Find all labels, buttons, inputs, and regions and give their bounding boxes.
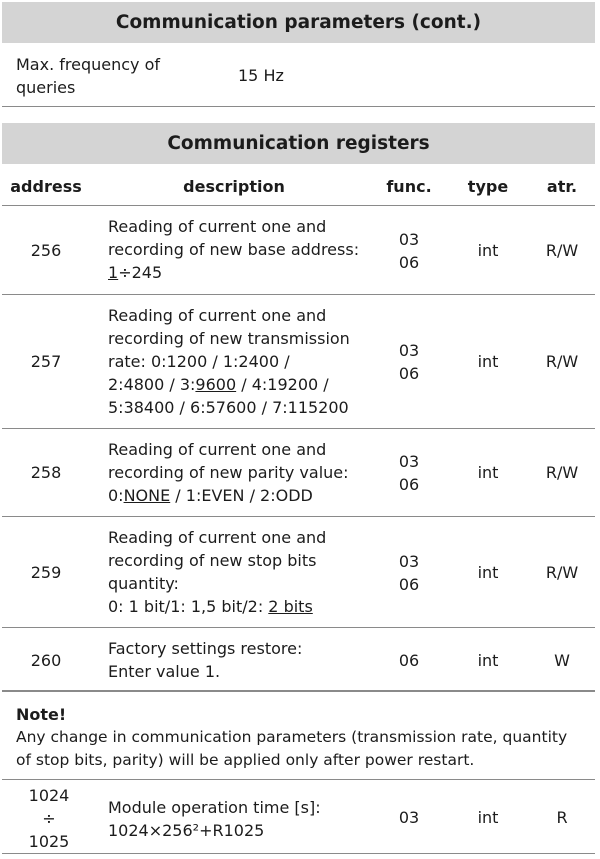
row-type: int bbox=[477, 352, 499, 371]
column-header-type: type bbox=[467, 177, 509, 196]
column-header-description: description bbox=[183, 177, 285, 196]
row-attr: R bbox=[556, 808, 568, 827]
row-func: 03 06 bbox=[398, 230, 420, 272]
row-attr: W bbox=[554, 651, 570, 670]
param-value: 15 Hz bbox=[238, 66, 284, 85]
row-address: 257 bbox=[30, 352, 62, 371]
row-func: 03 bbox=[398, 808, 420, 827]
note-title: Note! bbox=[16, 705, 67, 724]
row-type: int bbox=[477, 563, 499, 582]
section-title: Communication parameters (cont.) bbox=[115, 12, 482, 33]
row-type: int bbox=[477, 808, 499, 827]
column-header-func: func. bbox=[386, 177, 432, 196]
divider bbox=[2, 205, 595, 206]
divider bbox=[2, 428, 595, 429]
row-address: 1024 ÷ 1025 bbox=[28, 786, 70, 851]
divider bbox=[2, 106, 595, 107]
row-address: 258 bbox=[30, 463, 62, 482]
row-description: Reading of current one and recording of new base address: 1÷245 bbox=[108, 217, 360, 282]
divider bbox=[2, 690, 595, 692]
row-attr: R/W bbox=[545, 241, 579, 260]
divider bbox=[2, 627, 595, 628]
row-attr: R/W bbox=[545, 352, 579, 371]
divider bbox=[2, 516, 595, 517]
row-description: Reading of current one and recording of new parity value: 0:NONE / 1:EVEN / 2:ODD bbox=[108, 440, 349, 505]
column-header-attr: atr. bbox=[546, 177, 578, 196]
row-func: 06 bbox=[398, 651, 420, 670]
row-type: int bbox=[477, 651, 499, 670]
section-header-communication-parameters bbox=[2, 2, 595, 43]
row-type: int bbox=[477, 463, 499, 482]
note-text: Any change in communication parameters (transmission rate, quantity of stop bits, parity) will be applied only after power restart. bbox=[16, 728, 568, 769]
row-address: 256 bbox=[30, 241, 62, 260]
row-description: Module operation time [s]: 1024×256²+R1025 bbox=[108, 798, 321, 840]
divider bbox=[2, 853, 595, 854]
param-label: Max. frequency of queries bbox=[16, 55, 161, 97]
row-func: 03 06 bbox=[398, 452, 420, 494]
row-description: Reading of current one and recording of new stop bits quantity: 0: 1 bit/1: 1,5 bit/2: 2 bits bbox=[108, 528, 327, 616]
divider bbox=[2, 294, 595, 295]
row-attr: R/W bbox=[545, 563, 579, 582]
row-func: 03 06 bbox=[398, 341, 420, 383]
section-header-communication-registers bbox=[2, 123, 595, 164]
row-description: Factory settings restore: Enter value 1. bbox=[108, 639, 303, 681]
row-description: Reading of current one and recording of new transmission rate: 0:1200 / 1:2400 / 2:4800 / 3:9600 / 4:19200 / 5:38400 / 6:57600 / 7:115200 bbox=[108, 306, 350, 417]
column-header-address: address bbox=[10, 177, 82, 196]
section-title: Communication registers bbox=[167, 133, 430, 154]
row-attr: R/W bbox=[545, 463, 579, 482]
row-func: 03 06 bbox=[398, 552, 420, 594]
divider bbox=[2, 779, 595, 780]
row-address: 259 bbox=[30, 563, 62, 582]
row-address: 260 bbox=[30, 651, 62, 670]
row-type: int bbox=[477, 241, 499, 260]
